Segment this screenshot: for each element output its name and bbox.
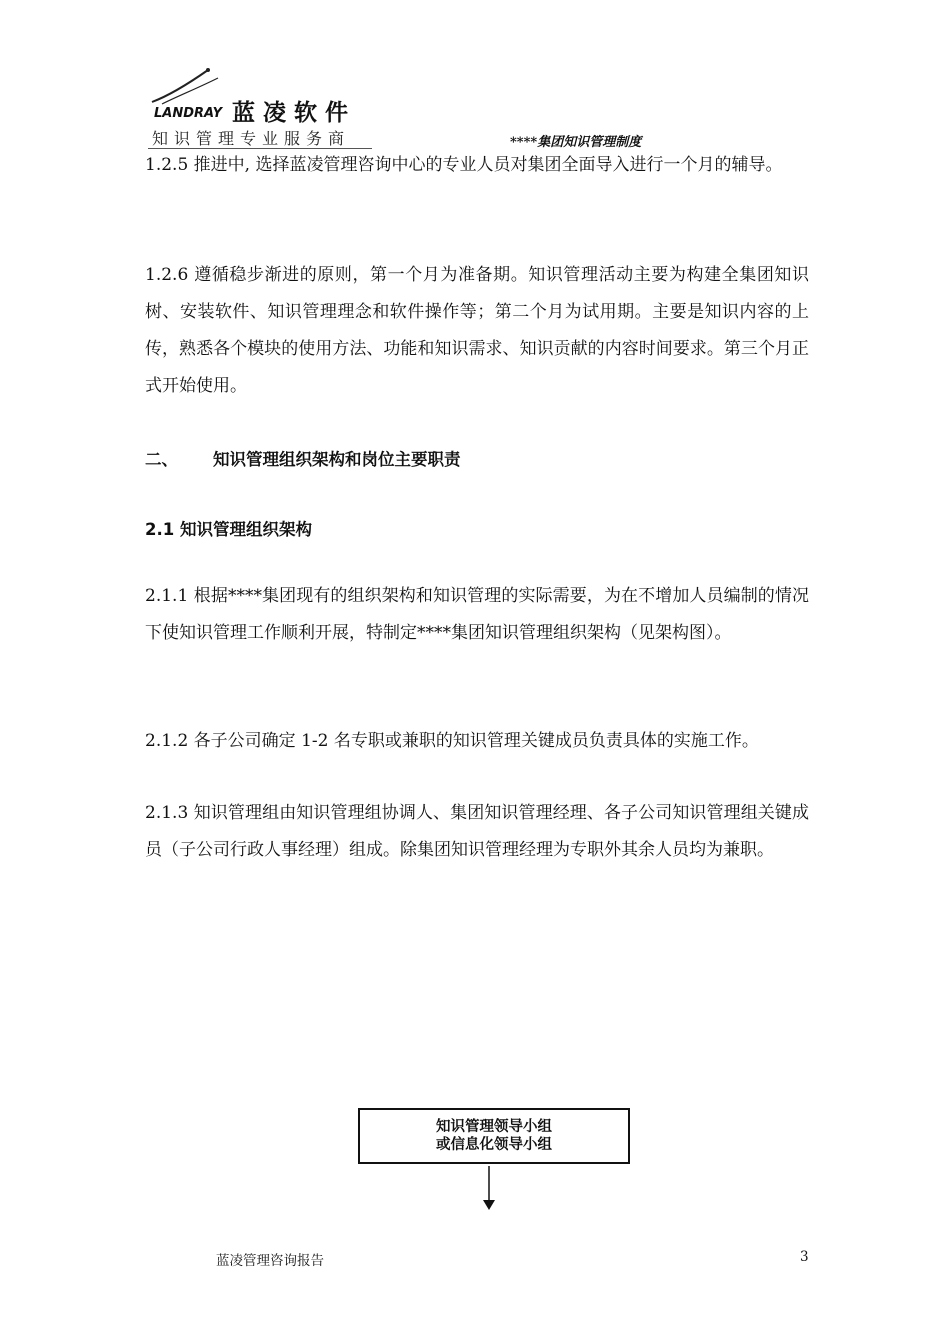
section-number: 二、 — [145, 450, 178, 469]
org-box-line-1: 知识管理领导小组 — [436, 1119, 552, 1135]
org-chart-top-box — [358, 1108, 630, 1164]
brand-english: LANDRAY — [154, 106, 223, 121]
document-title: ****集团知识管理制度 — [510, 135, 642, 150]
footer-report-name: 蓝凌管理咨询报告 — [216, 1253, 324, 1269]
section-title: 知识管理组织架构和岗位主要职责 — [213, 450, 461, 469]
paragraph-2-1-1: 2.1.1 根据****集团现有的组织架构和知识管理的实际需要，为在不增加人员编制的情况下使知识管理工作顺利开展，特制定****集团知识管理组织架构（见架构图）。 — [145, 586, 809, 643]
org-chart-down-arrow-icon — [482, 1166, 496, 1212]
paragraph-2-1-3: 2.1.3 知识管理组由知识管理组协调人、集团知识管理经理、各子公司知识管理组关键成员（子公司行政人事经理）组成。除集团知识管理经理为专职外其余人员均为兼职。 — [145, 803, 809, 860]
org-box-line-2: 或信息化领导小组 — [436, 1137, 552, 1153]
brand-chinese: 蓝凌软件 — [232, 100, 356, 126]
paragraph-2-1-2: 2.1.2 各子公司确定 1-2 名专职或兼职的知识管理关键成员负责具体的实施工作。 — [145, 731, 759, 751]
subsection-heading-2-1: 2.1 知识管理组织架构 — [145, 520, 312, 539]
landray-swoosh-icon — [148, 66, 228, 108]
company-logo — [148, 66, 378, 126]
section-heading-2 — [145, 446, 461, 470]
paragraph-1-2-5: 1.2.5 推进中, 选择蓝凌管理咨询中心的专业人员对集团全面导入进行一个月的辅导。 — [145, 155, 783, 175]
page-number: 3 — [800, 1249, 809, 1265]
paragraph-1-2-6: 1.2.6 遵循稳步渐进的原则，第一个月为准备期。知识管理活动主要为构建全集团知识树、安装软件、知识管理理念和软件操作等；第二个月为试用期。主要是知识内容的上传，熟悉各个模块的使用方法、功能和知识需求、知识贡献的内容时间要求。第三个月正式开始使用。 — [145, 265, 809, 396]
company-tagline: 知识管理专业服务商 — [152, 129, 351, 148]
